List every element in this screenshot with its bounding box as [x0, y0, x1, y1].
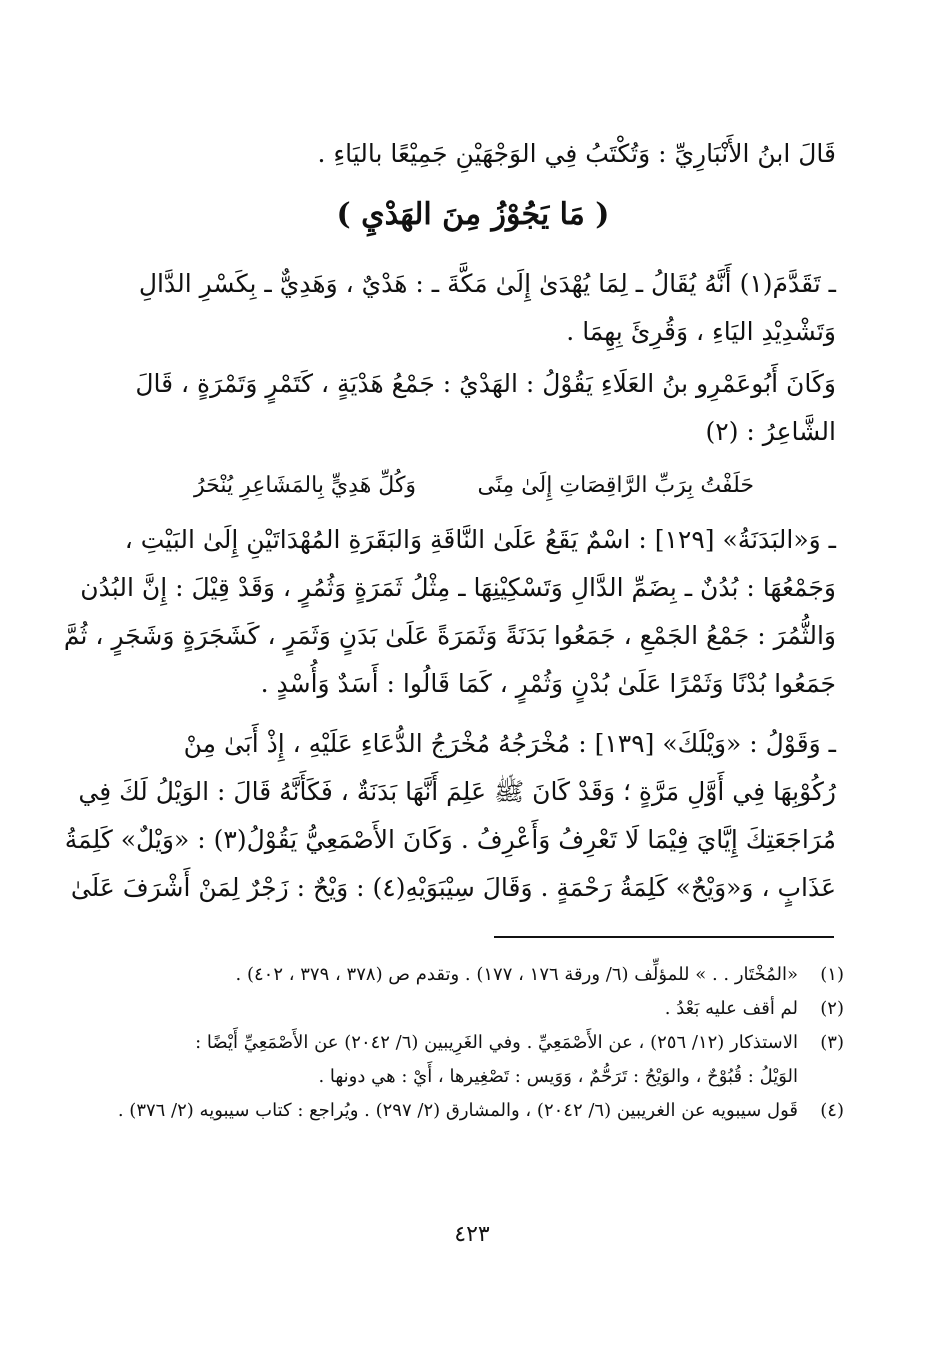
footnote-number: (١): [820, 964, 844, 985]
text-line: الشَّاعِرُ : (٢): [705, 417, 836, 446]
verse-second-hemistich: وَكُلِّ هَدِيٍّ بِالمَشَاعِرِ يُنْحَرُ: [194, 473, 417, 498]
footnote-number: (٣): [820, 1032, 844, 1053]
poetry-verse: [194, 466, 754, 506]
paragraph-3: [63, 516, 836, 708]
text-line: ـ وَقَوْلُ : «وَيْلَكَ» [١٣٩] : مُخْرَجُهُ مُخْرَجُ الدُّعَاءِ عَلَيْهِ ، إِذْ أَبَىٰ مِنْ: [183, 729, 836, 758]
page-number: ٤٢٣: [454, 1222, 490, 1247]
text-line: جَمَعُوا بُدْنًا وَثَمْرًا عَلَىٰ بُدْنٍ وَثُمْرٍ ، كَمَا قَالُوا : أَسَدٌ وَأُسْدٍ .: [260, 669, 836, 698]
text-line: مُرَاجَعَتِكَ إِيَّايَ فِيْمَا لَا تَعْرِفُ وَأَعْرِفُ . وَكَانَ الأَصْمَعِيُّ يَقُوْلُ(٣) : «وَيْلٌ» كَلِمَةُ: [64, 825, 836, 854]
footnote-1: [104, 958, 844, 992]
text-line: وَالثُّمُرَ : جَمْعُ الجَمْعِ ، جَمَعُوا بَدَنَةً وَثَمَرَةً عَلَىٰ بَدَنٍ وَثَمَرٍ ، كَشَجَرَةٍ وَشَجَرٍ ، ثُمَّ: [63, 621, 836, 650]
text-line: وَتَشْدِيْدِ اليَاءِ ، وَقُرِئَ بِهِمَا .: [566, 317, 836, 346]
top-paragraph: [106, 130, 836, 178]
text-line: وَكَانَ أَبُوعَمْرِو بنُ العَلَاءِ يَقُوْلُ : الهَدْيُ : جَمْعُ هَدْيَةٍ ، كَتَمْرٍ وَتَمْرَةٍ ، قَالَ: [135, 369, 836, 398]
paragraph-1: [106, 260, 836, 356]
footnote-text: الاستذكار (١٢/ ٢٥٦) ، عن الأَصْمَعِيِّ . وفي الغَرِيبين (٦/ ٢٠٤٢) عن الأَصْمَعِيِّ أَيْضًا :: [195, 1032, 798, 1053]
paragraph-2: [106, 360, 836, 456]
text-line: ـ تَقَدَّمَ(١) أَنَّهُ يُقَالُ ـ لِمَا يُهْدَىٰ إِلَىٰ مَكَّةَ ـ : هَدْيٌ ، وَهَدِيٌّ ـ بِكَسْرِ الدَّالِ: [138, 269, 836, 298]
text-line: رُكُوْبِهَا فِي أَوَّلِ مَرَّةٍ ؛ وَقَدْ كَانَ ﷺ عَلِمَ أَنَّهَا بَدَنَةٌ ، فَكَأَنَّهُ قَالَ : الوَيْلُ لَكَ فِي: [78, 777, 836, 806]
text-line: عَذَابٍ ، وَ«وَيْحٌ» كَلِمَةُ رَحْمَةٍ . وَقَالَ سِيْبَوَيْهِ(٤) : وَيْحٌ : زَجْرٌ لِمَنْ أَشْرَفَ عَلَىٰ: [70, 873, 836, 902]
verse-first-hemistich: حَلَفْتُ بِرَبِّ الرَّاقِصَاتِ إِلَىٰ مِنًى: [477, 473, 754, 498]
text-line: قَالَ ابنُ الأَنْبَارِيِّ : وَتُكْتَبُ فِي الوَجْهَيْنِ جَمِيْعًا باليَاءِ .: [317, 139, 836, 168]
footnote-3-continuation: الوَيْلُ : قُبُوْحٌ ، والوَيْحُ : تَرَحُّمٌ ، وَوَيس : تَصْغِيرها ، أَيْ : هي دونها .: [318, 1066, 798, 1087]
footnote-text: لم أقف عليه بَعْدُ .: [664, 998, 798, 1019]
footnote-3: [104, 1026, 844, 1060]
footnote-number: (٢): [820, 998, 844, 1019]
paragraph-4: [64, 720, 836, 912]
section-heading: ( مَا يَجُوْزُ مِنَ الهَدْيِ ): [336, 197, 610, 232]
text-line: ـ وَ«البَدَنَةُ» [١٢٩] : اسْمٌ يَقَعُ عَلَىٰ النَّاقَةِ وَالبَقَرَةِ المُهْدَاتَيْنِ إِلَىٰ البَيْتِ ،: [124, 525, 836, 554]
text-line: وَجَمْعُهَا : بُدُنٌ ـ بِضَمِّ الدَّالِ وَتَسْكِيْنِهَا ـ مِثْلُ ثَمَرَةٍ وَثُمُرٍ ، وَقَدْ قِيْلَ : إِنَّ البُدُن: [80, 573, 836, 602]
footnotes: [104, 958, 844, 1128]
footnote-divider: [494, 936, 834, 938]
footnote-text: «المُخْتَار . . » للمؤلِّف (٦/ ورقة ١٧٦ ، ١٧٧) . وتقدم ص (٣٧٨ ، ٣٧٩ ، ٤٠٢) .: [235, 964, 798, 985]
footnote-2: [104, 992, 844, 1026]
footnote-4: [104, 1094, 844, 1128]
footnote-text: قَول سيبويه عن الغريبين (٦/ ٢٠٤٢) ، والمشارق (٢/ ٢٩٧) . ويُراجع : كتاب سيبويه (٢/ ٣٧٦) .: [117, 1100, 798, 1121]
footnote-number: (٤): [820, 1100, 844, 1121]
